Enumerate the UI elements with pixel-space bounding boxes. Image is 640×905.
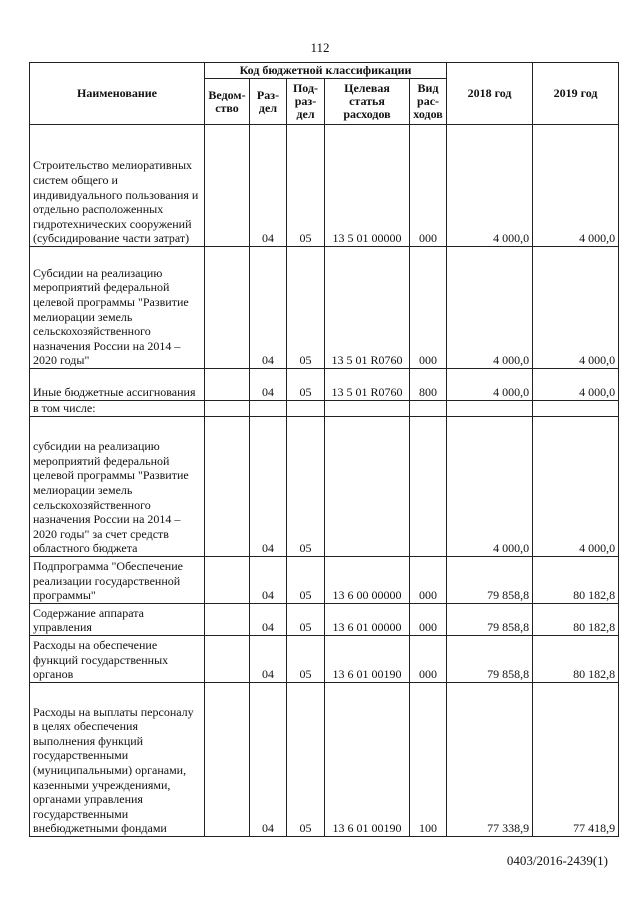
row-razdel: 04 [250,604,287,636]
row-vid: 000 [410,604,447,636]
row-razdel: 04 [250,247,287,369]
row-name: Субсидии на реализацию мероприятий федеральной целевой программы "Развитие мелиорации земель сельскохозяйственного назначения России на 2014 – 2020 годы" [30,247,205,369]
budget-table [29,62,619,837]
row-name: Расходы на выплаты персоналу в целях обеспечения выполнения функций государственными (муниципальными) органами, казенными учреждениями, органами управления государственными внебюджетными фондами [30,683,205,837]
row-vedomstvo [205,636,250,683]
row-name: Иные бюджетные ассигнования [30,369,205,401]
row-razdel: 04 [250,369,287,401]
row-2018: 79 858,8 [447,557,533,604]
row-name: Строительство мелиоративных систем общего и индивидуального пользования и отдельно расположенных гидротехнических сооружений (субсидирование части затрат) [30,125,205,247]
header-vid: Вид рас-ходов [410,79,447,125]
table-row [30,125,619,247]
row-name: Подпрограмма "Обеспечение реализации государственной программы" [30,557,205,604]
row-vedomstvo [205,683,250,837]
row-vid: 000 [410,557,447,604]
row-vid [410,417,447,557]
row-2018 [447,401,533,417]
row-2018: 4 000,0 [447,125,533,247]
row-target: 13 6 01 00190 [325,636,410,683]
row-name: субсидии на реализацию мероприятий федеральной целевой программы "Развитие мелиорации земель сельскохозяйственного назначения России на 2014 – 2020 годы" за счет средств областного бюджета [30,417,205,557]
row-target: 13 6 01 00190 [325,683,410,837]
row-name: Содержание аппарата управления [30,604,205,636]
row-2019: 4 000,0 [533,369,619,401]
row-vedomstvo [205,125,250,247]
row-vid: 000 [410,125,447,247]
row-target: 13 5 01 00000 [325,125,410,247]
row-2019: 80 182,8 [533,557,619,604]
row-vedomstvo [205,557,250,604]
row-vedomstvo [205,369,250,401]
header-code-group: Код бюджетной классификации [205,63,447,79]
row-vid: 000 [410,636,447,683]
table-row [30,369,619,401]
row-podrazdel: 05 [287,369,325,401]
row-vedomstvo [205,247,250,369]
table-row [30,417,619,557]
row-podrazdel: 05 [287,417,325,557]
row-razdel: 04 [250,636,287,683]
row-name: в том числе: [30,401,205,417]
row-2018: 79 858,8 [447,604,533,636]
header-name: Наименование [30,63,205,125]
row-podrazdel: 05 [287,683,325,837]
header-vedomstvo: Ведом-ство [205,79,250,125]
row-target [325,401,410,417]
row-razdel: 04 [250,683,287,837]
row-target: 13 6 00 00000 [325,557,410,604]
table-row [30,247,619,369]
row-podrazdel: 05 [287,636,325,683]
row-2019: 4 000,0 [533,417,619,557]
row-razdel: 04 [250,417,287,557]
row-vid: 100 [410,683,447,837]
row-vid [410,401,447,417]
row-podrazdel: 05 [287,247,325,369]
row-podrazdel: 05 [287,604,325,636]
row-2018: 77 338,9 [447,683,533,837]
table-row [30,604,619,636]
row-target: 13 6 01 00000 [325,604,410,636]
document-number: 0403/2016-2439(1) [506,853,608,868]
row-2019: 80 182,8 [533,636,619,683]
row-2019: 4 000,0 [533,247,619,369]
header-razdel: Раз-дел [250,79,287,125]
row-podrazdel: 05 [287,125,325,247]
row-2019: 77 418,9 [533,683,619,837]
row-2019: 80 182,8 [533,604,619,636]
table-row [30,636,619,683]
row-vedomstvo [205,604,250,636]
row-target [325,417,410,557]
row-vedomstvo [205,401,250,417]
row-2019: 4 000,0 [533,125,619,247]
header-target: Целевая статья расходов [325,79,410,125]
header-2018: 2018 год [447,63,533,125]
row-razdel: 04 [250,557,287,604]
row-2018: 79 858,8 [447,636,533,683]
row-vedomstvo [205,417,250,557]
table-row [30,401,619,417]
row-razdel [250,401,287,417]
table-row [30,557,619,604]
row-vid: 800 [410,369,447,401]
row-name: Расходы на обеспечение функций государственных органов [30,636,205,683]
row-podrazdel: 05 [287,557,325,604]
header-podrazdel: Под-раз-дел [287,79,325,125]
row-razdel: 04 [250,125,287,247]
row-vid: 000 [410,247,447,369]
page-number: 112 [310,40,330,55]
row-target: 13 5 01 R0760 [325,247,410,369]
header-2019: 2019 год [533,63,619,125]
row-target: 13 5 01 R0760 [325,369,410,401]
row-podrazdel [287,401,325,417]
table-row [30,683,619,837]
row-2018: 4 000,0 [447,369,533,401]
row-2018: 4 000,0 [447,247,533,369]
row-2018: 4 000,0 [447,417,533,557]
row-2019 [533,401,619,417]
